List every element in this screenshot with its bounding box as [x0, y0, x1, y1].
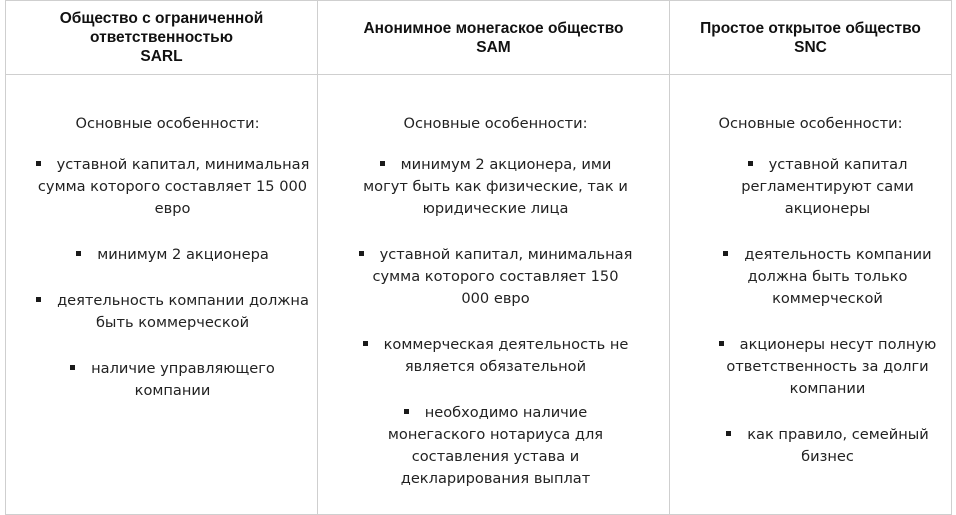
header-abbreviation: SNC — [794, 38, 827, 56]
bullet-icon — [404, 409, 409, 414]
features-row — [6, 75, 952, 515]
header-title-line: Простое открытое общество — [700, 19, 921, 37]
feature-text: деятельность компании должна быть коммерческой — [57, 292, 309, 331]
list-item — [32, 358, 313, 402]
features-list — [358, 154, 633, 490]
cell-sarl-features — [6, 75, 318, 515]
bullet-icon — [719, 341, 724, 346]
bullet-icon — [723, 251, 728, 256]
header-abbreviation: SARL — [140, 48, 183, 65]
feature-text: минимум 2 акционера — [97, 246, 269, 263]
list-item — [32, 244, 313, 266]
bullet-icon — [363, 341, 368, 346]
feature-text: коммерческая деятельность не является обязательной — [383, 336, 629, 375]
list-item — [358, 334, 633, 378]
feature-text: уставной капитал, минимальная сумма которого составляет 15 000 евро — [37, 156, 310, 217]
feature-text: необходимо наличие монегаского нотариуса для составления устава и декларирования выплат — [387, 404, 604, 487]
header-sam — [318, 1, 670, 75]
header-title-line: ответственностью — [90, 29, 233, 46]
features-label: Основные особенности: — [718, 115, 903, 132]
header-row — [6, 1, 952, 75]
feature-text: уставной капитал, минимальная сумма которого составляет 150 000 евро — [372, 246, 633, 307]
company-types-table — [5, 0, 952, 515]
bullet-icon — [748, 161, 753, 166]
cell-snc-features — [670, 75, 952, 515]
bullet-icon — [359, 251, 364, 256]
cell-sam-features — [318, 75, 670, 515]
header-title-line: Общество с ограниченной — [59, 10, 264, 27]
bullet-icon — [726, 431, 731, 436]
list-item — [32, 290, 313, 334]
feature-text: деятельность компании должна быть только коммерческой — [744, 246, 932, 307]
header-snc — [670, 1, 952, 75]
feature-text: наличие управляющего компании — [91, 360, 275, 399]
bullet-icon — [380, 161, 385, 166]
bullet-icon — [36, 161, 41, 166]
features-label: Основные особенности: — [403, 115, 588, 132]
header-sarl — [6, 1, 318, 75]
features-label: Основные особенности: — [75, 115, 260, 132]
header-title-line: Анонимное монегаское общество — [363, 19, 624, 37]
list-item — [358, 244, 633, 310]
feature-text: уставной капитал регламентируют сами акционеры — [741, 156, 914, 217]
list-item — [714, 244, 941, 310]
list-item — [714, 334, 941, 400]
list-item — [358, 402, 633, 490]
bullet-icon — [36, 297, 41, 302]
header-abbreviation: SAM — [476, 38, 511, 56]
list-item — [358, 154, 633, 220]
feature-text: как правило, семейный бизнес — [747, 426, 929, 465]
list-item — [714, 154, 941, 220]
feature-text: минимум 2 акционера, ими могут быть как физические, так и юридические лица — [363, 156, 628, 217]
list-item — [714, 424, 941, 468]
bullet-icon — [76, 251, 81, 256]
list-item — [32, 154, 313, 220]
features-list — [714, 154, 941, 468]
feature-text: акционеры несут полную ответственность за долги компании — [726, 336, 937, 397]
features-list — [32, 154, 313, 402]
bullet-icon — [70, 365, 75, 370]
